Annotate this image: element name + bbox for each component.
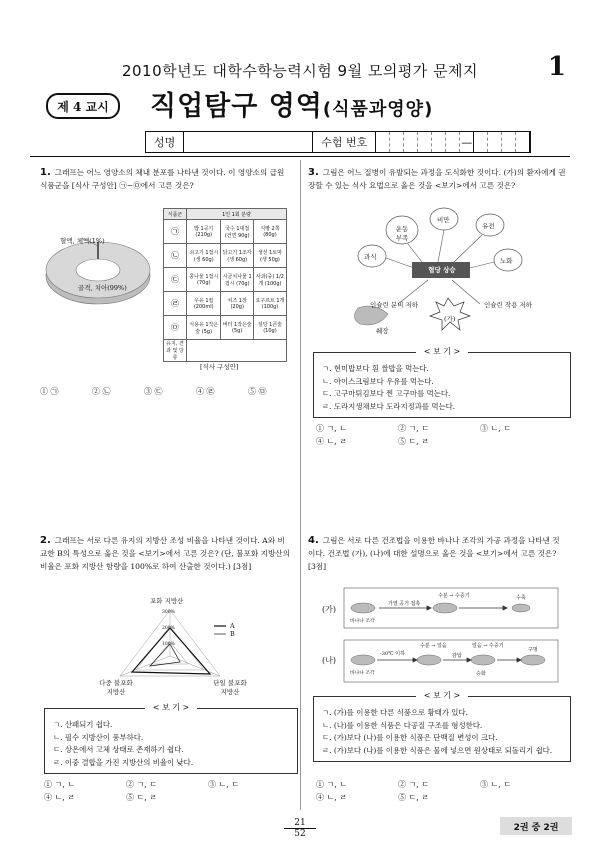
q3-bogi-box [313,347,571,418]
center-box-label: 혈당 상승 [428,266,456,274]
ga-step-hot-air: 가열 공기 접촉 [388,601,421,607]
process-na-label: (나) [322,656,336,665]
exam-number-cell[interactable] [432,132,446,152]
bogi-item: ㄷ. 상온에서 고체 상태로 존재하기 쉽다. [53,745,184,754]
choice[interactable]: ④ ㉣ [196,387,215,396]
food-group: ㉤ [164,316,187,340]
bogi-title: < 보 기 > [314,346,570,359]
choice[interactable]: ② ㄱ, ㄷ [126,780,158,789]
choice[interactable]: ③ ㄴ, ㄷ [480,424,512,433]
bogi-title: < 보 기 > [314,690,570,703]
exam-number-cell[interactable] [376,132,390,152]
ga-label: (가) [444,315,456,323]
na-step-ice-vapor: 얼음 → 수증기 [472,643,504,649]
food-item: 버터 1작은술 (5g) [221,316,253,340]
exam-title: 2010학년도 대학수학능력시험 9월 모의평가 문제지 [121,62,479,80]
ring-label-blood: 혈액, 체액(1%) [60,237,105,245]
bogi-item: ㄹ. (가)보다 (나)를 이용한 식품은 물에 넣으면 원상태로 되돌리기 쉽다. [322,745,553,755]
exam-number-cell[interactable] [502,132,516,152]
exam-number-cell[interactable]: — [460,132,474,152]
exam-number-cell[interactable] [474,132,488,152]
bogi-item: ㄱ. 현미밥보다 흰 쌀밥을 먹는다. [322,364,429,373]
subject-sub: (식품과영양) [322,99,434,120]
q2-choices [44,778,294,804]
choice[interactable]: ③ ㄴ, ㄷ [480,780,512,789]
exam-number-cell[interactable] [404,132,418,152]
choice[interactable]: ① ㄱ, ㄴ [44,780,76,789]
choice[interactable]: ④ ㄴ, ㄹ [316,793,348,802]
table-caption: [식사 구성안] [200,363,239,371]
booklet-badge: 2권 중 2권 [500,817,572,835]
choice[interactable]: ② ㄱ, ㄷ [398,780,430,789]
question-number: 2. [40,535,51,546]
axis-polyunsaturated: 다중 불포화 지방산 [99,679,133,696]
food-item: 식용유 1작은술 (5g) [187,316,221,340]
insulin-secretion-label: 인슐린 분비 저하 [370,301,419,309]
choice[interactable]: ② ㄱ, ㄷ [398,424,430,433]
axis-monounsaturated: 단일 불포화 지방산 [213,679,247,696]
page-total: 52 [294,829,306,839]
choice[interactable]: ⑤ ㉤ [248,387,267,396]
axis-saturated: 포화 지방산 [150,597,184,605]
insulin-action-label: 인슐린 작용 저하 [484,301,533,309]
choice[interactable]: ⑤ ㄷ, ㄹ [126,793,158,802]
exam-number-cell[interactable] [446,132,460,152]
food-group: ㉣ [164,292,187,316]
food-item: 생선 1토막 (생 50g) [253,244,286,268]
question-text: 그림은 어느 질병이 유발되는 과정을 도식화한 것이다. (가)의 환자에게 권장할 수 있는 식사 요법으로 옳은 것을 <보기>에서 고른 것은? [308,168,566,190]
question-number: 4. [308,535,319,546]
ga-step-shrink: 수축 [516,595,526,601]
food-item: 요구르트 1개 (100g) [253,292,286,316]
name-exam-number-box [145,131,531,153]
page-indicator [284,818,316,840]
food-item: 밥 1공기 (210g) [187,220,221,244]
food-item: 쇠고기 1접시 (생 60g) [187,244,221,268]
q2-bogi-box [44,703,298,774]
ga-step-vapor: 수분 → 수증기 [438,593,470,599]
choice[interactable]: ⑤ ㄷ, ㄹ [398,437,430,446]
exam-number-label: 수험 번호 [313,132,376,152]
choice[interactable]: ⑤ ㄷ, ㄹ [398,793,430,802]
exam-number-cell[interactable] [516,132,530,152]
tick-200: 200% [162,626,175,631]
column-divider [300,160,301,810]
process-ga-label: (가) [322,605,336,614]
food-group-blank [187,340,287,362]
food-group: ㉠ [164,220,187,244]
na-step-sublimation: 승화 [476,671,486,677]
q3-choices [316,422,566,448]
bogi-item: ㄴ. 아이스크림보다 우유를 먹는다. [322,376,434,386]
question-4 [308,534,566,573]
question-3 [308,166,566,192]
exam-number-cell[interactable] [418,132,432,152]
tick-300: 300% [162,610,175,615]
na-step-ice: 수분 → 얼음 [420,643,447,649]
table-header: 1인 1회 분량 [187,209,287,220]
bubble-overeating: 과식 [364,253,377,261]
q1-choices [40,386,288,397]
question-text: 그림은 서로 다른 건조법을 이용한 바나나 조각의 가공 과정을 나타낸 것이다. 건조법 (가), (나)에 대한 설명으로 옳은 것을 <보기>에서 고른 것은? [3점] [308,536,560,571]
legend-a: A [230,622,235,630]
question-1 [40,166,290,192]
bogi-item: ㄱ. 산패되기 쉽다. [53,720,113,729]
na-step-vacuum: 감압 [452,653,462,659]
choice[interactable]: ④ ㄴ, ㄹ [44,793,76,802]
q4-choices [316,778,566,804]
bogi-item: ㄹ. 이중 결합을 가진 지방산의 비율이 낮다. [53,757,194,767]
page-number: 1 [547,52,566,82]
food-group: ㉢ [164,268,187,292]
bogi-item: ㄱ. (가)를 이용한 다른 식품으로 황태가 있다. [322,708,468,717]
question-number: 1. [40,167,51,178]
food-item: 국수 1대접 (건면 90g) [221,220,253,244]
bogi-item: ㄴ. (나)를 이용한 식품은 다공질 구조를 형성한다. [322,720,483,730]
exam-number-cell[interactable] [390,132,404,152]
legend-b: B [230,630,235,638]
question-number: 3. [308,167,319,178]
drying-process-diagram [343,584,559,684]
food-item: 우유 1컵 (200ml) [187,292,221,316]
food-item: 닭고기 1조각 (생 60g) [221,244,253,268]
pancreas-label: 췌장 [376,327,389,335]
choice[interactable]: ② ㉡ [92,387,111,396]
subject-main: 직업탐구 영역 [150,91,323,122]
ga-step-banana: 바나나 조각 [350,619,375,624]
food-item: 사과(중) 1/2개 (100g) [253,268,286,292]
diet-composition-table [163,208,287,362]
choice[interactable]: ④ ㄴ, ㄹ [316,437,348,446]
question-2 [40,534,290,573]
fatty-acid-radar-chart [110,604,240,688]
food-group-label: 유지, 견과 및 당류 [164,340,187,362]
q4-bogi-box [313,691,571,762]
name-label: 성명 [146,132,184,152]
exam-number-cell[interactable] [488,132,502,152]
tick-100: 100% [162,642,175,647]
na-step-banana: 바나나 조각 [350,671,375,676]
bubble-exercise: 운동 부족 [395,225,409,242]
choice[interactable]: ③ ㉢ [144,387,163,396]
subject-title [150,84,433,123]
bogi-item: ㄷ. (가)보다 (나)를 이용한 식품은 단백질 변성이 크다. [322,733,498,742]
choice[interactable]: ① ㄱ, ㄴ [316,780,348,789]
choice[interactable]: ③ ㄴ, ㄷ [208,780,240,789]
table-header: 식품군 [164,209,187,220]
question-text: 그래프는 어느 영양소의 체내 분포를 나타낸 것이다. 이 영양소의 급원 식품군을 [식사 구성안] ㉠~㉤에서 고른 것은? [40,168,285,190]
period-badge: 제 4 교시 [46,93,120,119]
choice[interactable]: ① ㄱ, ㄴ [316,424,348,433]
question-text: 그래프는 서로 다른 유지의 지방산 조성 비율을 나타낸 것이다. A와 비교한 B의 특성으로 옳은 것을 <보기>에서 고른 것은? (단, 불포화 지방산의 비율은 포화 지방산 함량을 100%로 하여 산출한 것이다.) [3점] [40,536,290,571]
food-item: 식빵 2쪽 (80g) [253,220,286,244]
na-step-pores: 구멍 [528,647,538,653]
na-step-freeze: -30℃ 이하 [380,651,405,657]
bogi-item: ㄷ. 고구마튀김보다 찐 고구마를 먹는다. [322,389,451,398]
bogi-item: ㄹ. 도라지생채보다 도라지정과를 먹는다. [322,401,456,411]
ring-label-bone: 골격, 치아(99%) [78,284,127,292]
food-item: 콩나물 1접시 (70g) [187,268,221,292]
choice[interactable]: ① ㉠ [40,387,59,396]
food-item: 치즈 1장 (20g) [221,292,253,316]
header-rule [30,156,570,157]
bubble-aging: 노화 [500,257,513,265]
bubble-obesity: 비만 [437,216,450,224]
bubble-heredity: 유전 [482,222,495,230]
bogi-item: ㄴ. 필수 지방산이 풍부하다. [53,732,144,742]
bogi-title: < 보 기 > [45,702,297,715]
food-group: ㉡ [164,244,187,268]
food-item: 시금치나물 1접시 (70g) [221,268,253,292]
page-current: 21 [284,818,316,829]
food-item: 설탕 1큰술 (10g) [253,316,286,340]
name-field[interactable] [184,132,313,152]
